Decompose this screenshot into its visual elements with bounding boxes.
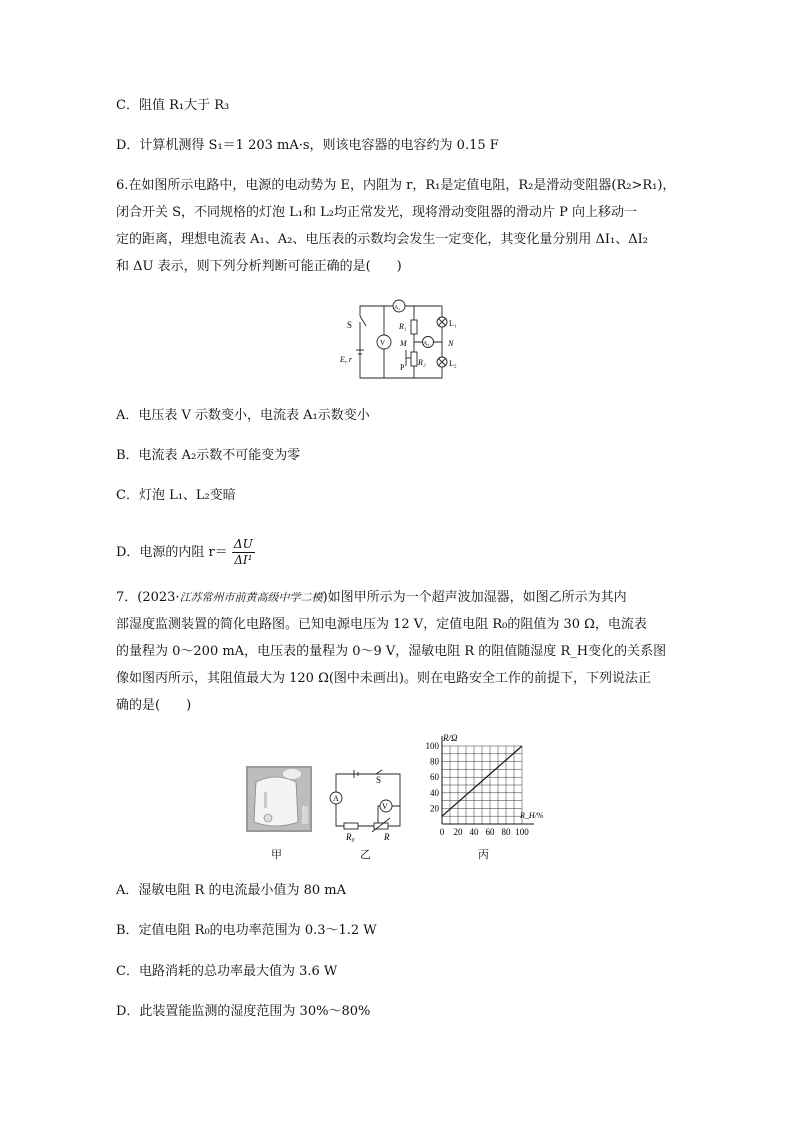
q7-option-c: C．电路消耗的总功率最大值为 3.6 W: [116, 964, 338, 979]
q6-option-c: C．灯泡 L₁、L₂变暗: [116, 488, 236, 503]
q7-label-v: V: [382, 802, 388, 811]
q7-stem-line-4: 像如图丙所示，其阻值最大为 120 Ω(图中未画出)。则在电路安全工作的前提下，下列说法正: [116, 671, 652, 686]
humidity-resistance-chart: [418, 732, 554, 840]
q6-label-m: M: [400, 339, 407, 348]
chart-x-axis-label: R_H/%: [520, 811, 544, 820]
q6-label-l1: L₁: [449, 319, 457, 328]
q7-stem-number: 7．(2023·: [116, 590, 180, 605]
q6-stem-line-4: 和 ΔU 表示，则下列分析判断可能正确的是( ): [116, 259, 402, 274]
q6-label-r2: R₂: [418, 358, 426, 367]
y-tick-label: 80: [430, 756, 439, 767]
q7-option-b: B．定值电阻 R₀的电功率范围为 0.3～1.2 W: [116, 923, 377, 938]
chart-y-axis-label: R/Ω: [443, 733, 458, 743]
q7-circuit-diagram: [326, 768, 406, 842]
q7-stem-line-3: 的量程为 0～200 mA，电压表的量程为 0～9 V，湿敏电阻 R 的阻值随湿度 R_H变化的关系图: [116, 644, 667, 659]
q7-label-r: R: [384, 832, 390, 842]
q5-option-c: C．阻值 R₁大于 R₃: [116, 98, 230, 113]
q5-option-d: D．计算机测得 S₁＝1 203 mA·s，则该电容器的电容约为 0.15 F: [116, 138, 499, 153]
x-tick-label: 100: [515, 827, 529, 837]
q6-stem-line-2: 闭合开关 S，不同规格的灯泡 L₁和 L₂均正常发光，现将滑动变阻器的滑动片 P 向上移动一: [116, 205, 638, 220]
x-tick-label: 80: [501, 827, 511, 837]
q6-option-d-denominator: ΔI¹: [234, 553, 253, 567]
q7-label-s: S: [376, 775, 382, 785]
q6-label-s: S: [347, 320, 353, 330]
q6-label-a1: A₁: [394, 305, 401, 311]
q7-option-d: D．此装置能监测的湿度范围为 30%～80%: [116, 1004, 371, 1019]
q7-stem-source: 江苏常州市前黄高级中学二模: [179, 591, 323, 604]
q6-option-d-prefix: D．电源的内阻 r＝: [116, 545, 228, 560]
q6-option-a: A．电压表 V 示数变小，电流表 A₁示数变小: [116, 408, 370, 423]
fig-jia-caption: 甲: [271, 849, 282, 861]
q6-option-b: B．电流表 A₂示数不可能变为零: [116, 448, 301, 463]
q6-label-n: N: [448, 339, 454, 348]
fig-bing-caption: 丙: [478, 849, 489, 861]
q6-option-d-numerator: ΔU: [233, 537, 253, 551]
q7-stem-line-5: 确的是( ): [116, 698, 192, 713]
y-tick-label: 60: [430, 772, 439, 783]
q6-stem-line-3: 定的距离，理想电流表 A₁、A₂、电压表的示数均会发生一定变化，其变化量分别用 ΔI₁、ΔI₂: [116, 232, 648, 247]
humidifier-photo: [246, 766, 312, 832]
x-tick-label: 40: [469, 827, 479, 837]
x-tick-label: 60: [485, 827, 495, 837]
q6-label-v: V: [380, 339, 386, 347]
x-tick-label: 0: [439, 827, 445, 837]
q6-label-r1: R₁: [399, 322, 407, 331]
q6-label-er: E, r: [340, 355, 352, 364]
q6-label-a2: A₂: [423, 341, 430, 347]
q7-option-a: A．湿敏电阻 R 的电流最小值为 80 mA: [116, 883, 346, 898]
q7-stem-line-1: [116, 588, 627, 608]
y-tick-label: 40: [430, 787, 439, 798]
q7-stem-line-1-rest: )如图甲所示为一个超声波加湿器，如图乙所示为其内: [322, 590, 627, 605]
y-tick-label: 20: [430, 803, 439, 814]
q7-label-r0: R₀: [346, 832, 355, 842]
q6-option-d: [116, 537, 255, 568]
x-tick-label: 20: [453, 827, 463, 837]
q6-stem-line-1: 6.在如图所示电路中，电源的电动势为 E，内阻为 r，R₁是定值电阻，R₂是滑动变阻器(R₂>R₁)，: [116, 178, 676, 193]
q7-stem-line-2: 部湿度监测装置的简化电路图。已知电源电压为 12 V，定值电阻 R₀的阻值为 30 Ω，电流表: [116, 617, 647, 632]
q6-label-l2: L₂: [449, 359, 457, 368]
q6-label-p: P: [400, 363, 405, 372]
q7-label-a: A: [333, 794, 339, 803]
q6-circuit-diagram: [330, 298, 470, 384]
q6-option-d-fraction: [232, 537, 255, 568]
y-tick-label: 100: [425, 741, 439, 751]
fig-yi-caption: 乙: [360, 849, 371, 861]
